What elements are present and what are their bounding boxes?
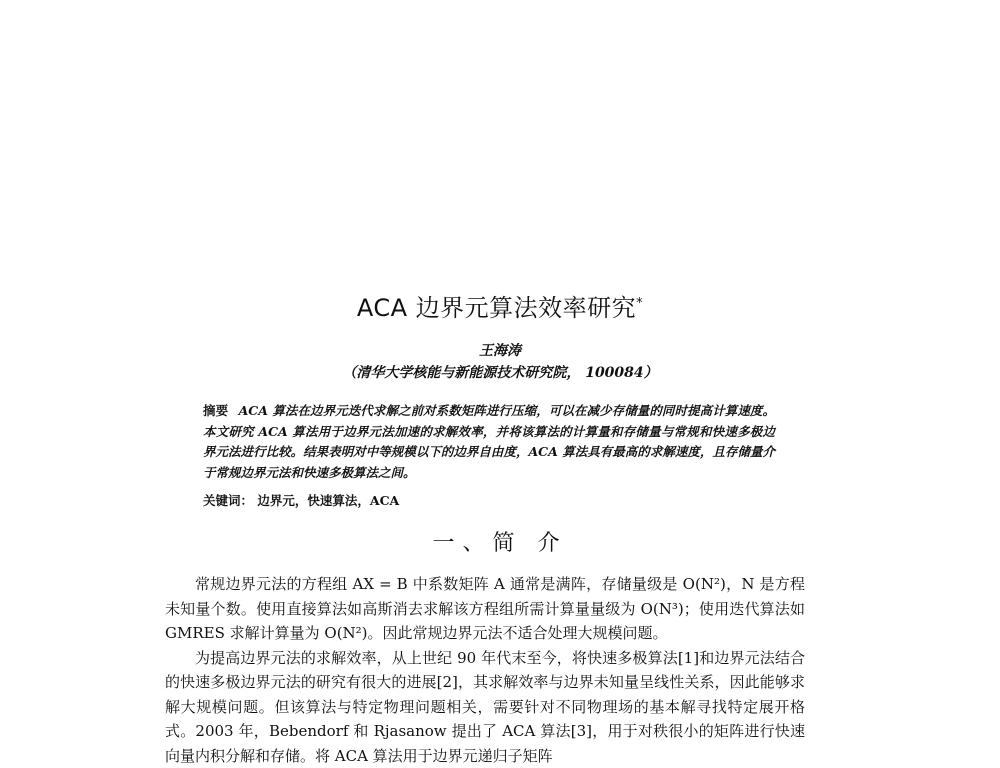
abstract-text: ACA 算法在边界元迭代求解之前对系数矩阵进行压缩，可以在减少存储量的同时提高计算速度。本文研究 ACA 算法用于边界元法加速的求解效率，并将该算法的计算量和存储量与常规和快速多极边界元法进行比较。结果表明对中等规模以下的边界自由度，ACA 算法具有最高的求解速度，且存储量介于常规边界元法和快速多极算法之间。: [203, 403, 775, 480]
keywords: [203, 491, 775, 509]
affiliation: （清华大学核能与新能源技术研究院， 100084）: [0, 362, 1000, 382]
keywords-text: 边界元，快速算法，ACA: [257, 493, 399, 508]
abstract-label: 摘要: [203, 403, 228, 418]
abstract: [203, 401, 775, 483]
title-text: ACA 边界元算法效率研究: [357, 294, 636, 322]
paper-title: [0, 288, 1000, 323]
body-text: [165, 572, 805, 768]
paragraph-2: 为提高边界元法的求解效率，从上世纪 90 年代末至今，将快速多极算法[1]和边界元法结合的快速多极边界元法的研究有很大的进展[2]，其求解效率与边界未知量呈线性关系，因此能够求解大规模问题。但该算法与特定物理问题相关，需要针对不同物理场的基本解寻找特定展开格式。2003 年，Bebendorf 和 Rjasanow 提出了 ACA 算法[3]，用于对秩很小的矩阵进行快速向量内积分解和存储。将 ACA 算法用于边界元递归子矩阵: [165, 646, 805, 768]
paragraph-1: 常规边界元法的方程组 AX = B 中系数矩阵 A 通常是满阵，存储量级是 O(N²)，N 是方程未知量个数。使用直接算法如高斯消去求解该方程组所需计算量量级为 O(N³)；使用迭代算法如 GMRES 求解计算量为 O(N²)。因此常规边界元法不适合处理大规模问题。: [165, 572, 805, 646]
section-heading: 一、简 介: [0, 526, 1000, 557]
title-footnote-mark: *: [636, 296, 643, 311]
keywords-label: 关键词：: [203, 493, 253, 508]
author: 王海涛: [0, 340, 1000, 360]
